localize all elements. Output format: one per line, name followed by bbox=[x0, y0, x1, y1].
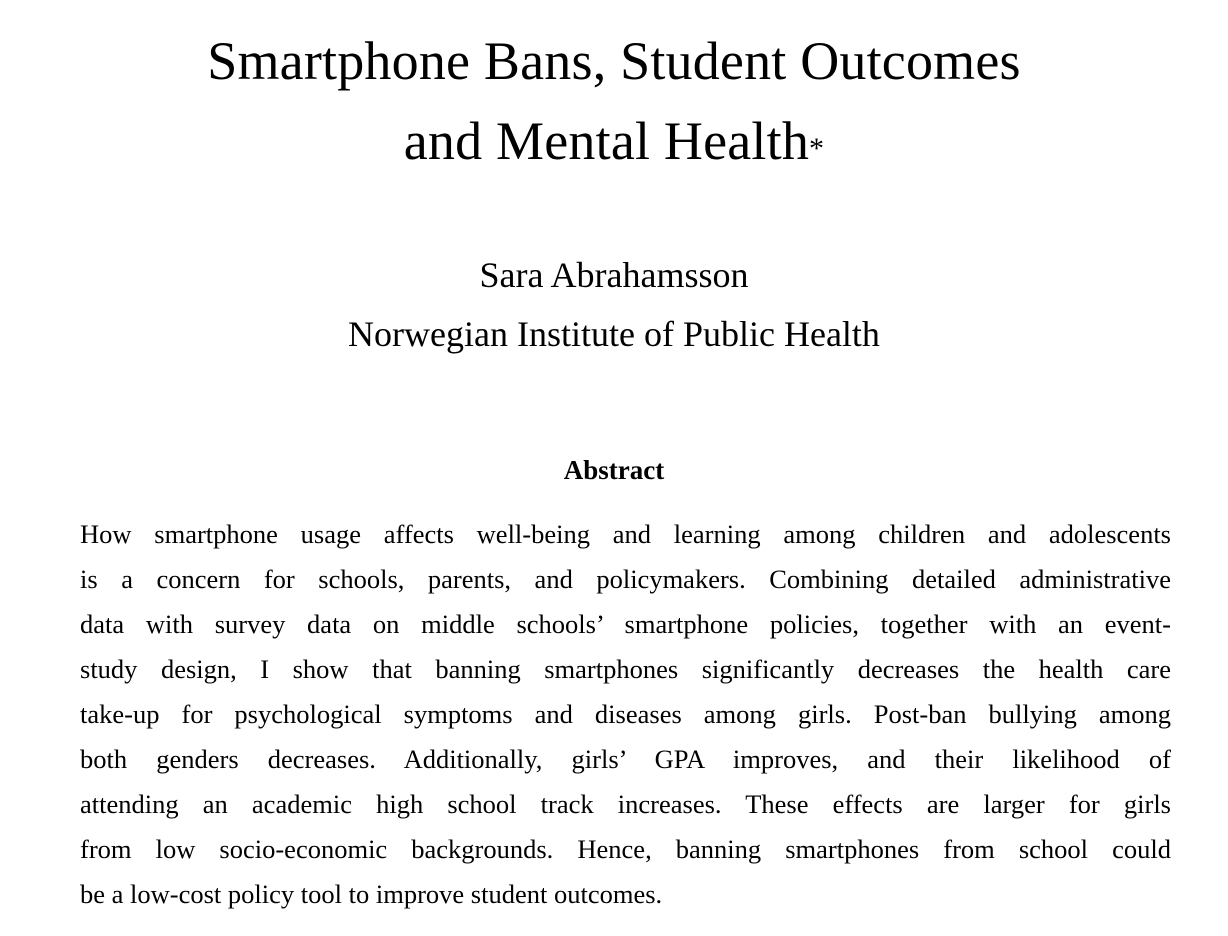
abstract-line: take-up for psychological symptoms and diseases among girls. Post-ban bullying among bbox=[80, 699, 1171, 729]
abstract-line: be a low-cost policy tool to improve student outcomes. bbox=[80, 879, 663, 909]
title-line-1: Smartphone Bans, Student Outcomes bbox=[207, 31, 1021, 91]
abstract-line: attending an academic high school track increases. These effects are larger for girls bbox=[80, 789, 1171, 819]
title-footnote-mark[interactable]: * bbox=[809, 132, 825, 165]
title-line-2-text: and Mental Health bbox=[403, 111, 810, 171]
abstract-line: How smartphone usage affects well-being and learning among children and adolescents bbox=[80, 519, 1171, 549]
paper-title bbox=[0, 21, 1228, 181]
abstract-body bbox=[80, 512, 1171, 917]
author-affiliation: Norwegian Institute of Public Health bbox=[348, 314, 880, 354]
abstract-line: study design, I show that banning smartphones significantly decreases the health care bbox=[80, 654, 1171, 684]
abstract-heading: Abstract bbox=[563, 455, 665, 485]
author-name: Sara Abrahamsson bbox=[479, 255, 749, 295]
abstract-line: both genders decreases. Additionally, girls’ GPA improves, and their likelihood of bbox=[80, 744, 1171, 774]
abstract-line: from low socio-economic backgrounds. Hence, banning smartphones from school could bbox=[80, 834, 1171, 864]
title-line-2 bbox=[0, 101, 1228, 181]
abstract-line: is a concern for schools, parents, and policymakers. Combining detailed administrative bbox=[80, 564, 1171, 594]
abstract-line: data with survey data on middle schools’ smartphone policies, together with an event- bbox=[80, 609, 1171, 639]
